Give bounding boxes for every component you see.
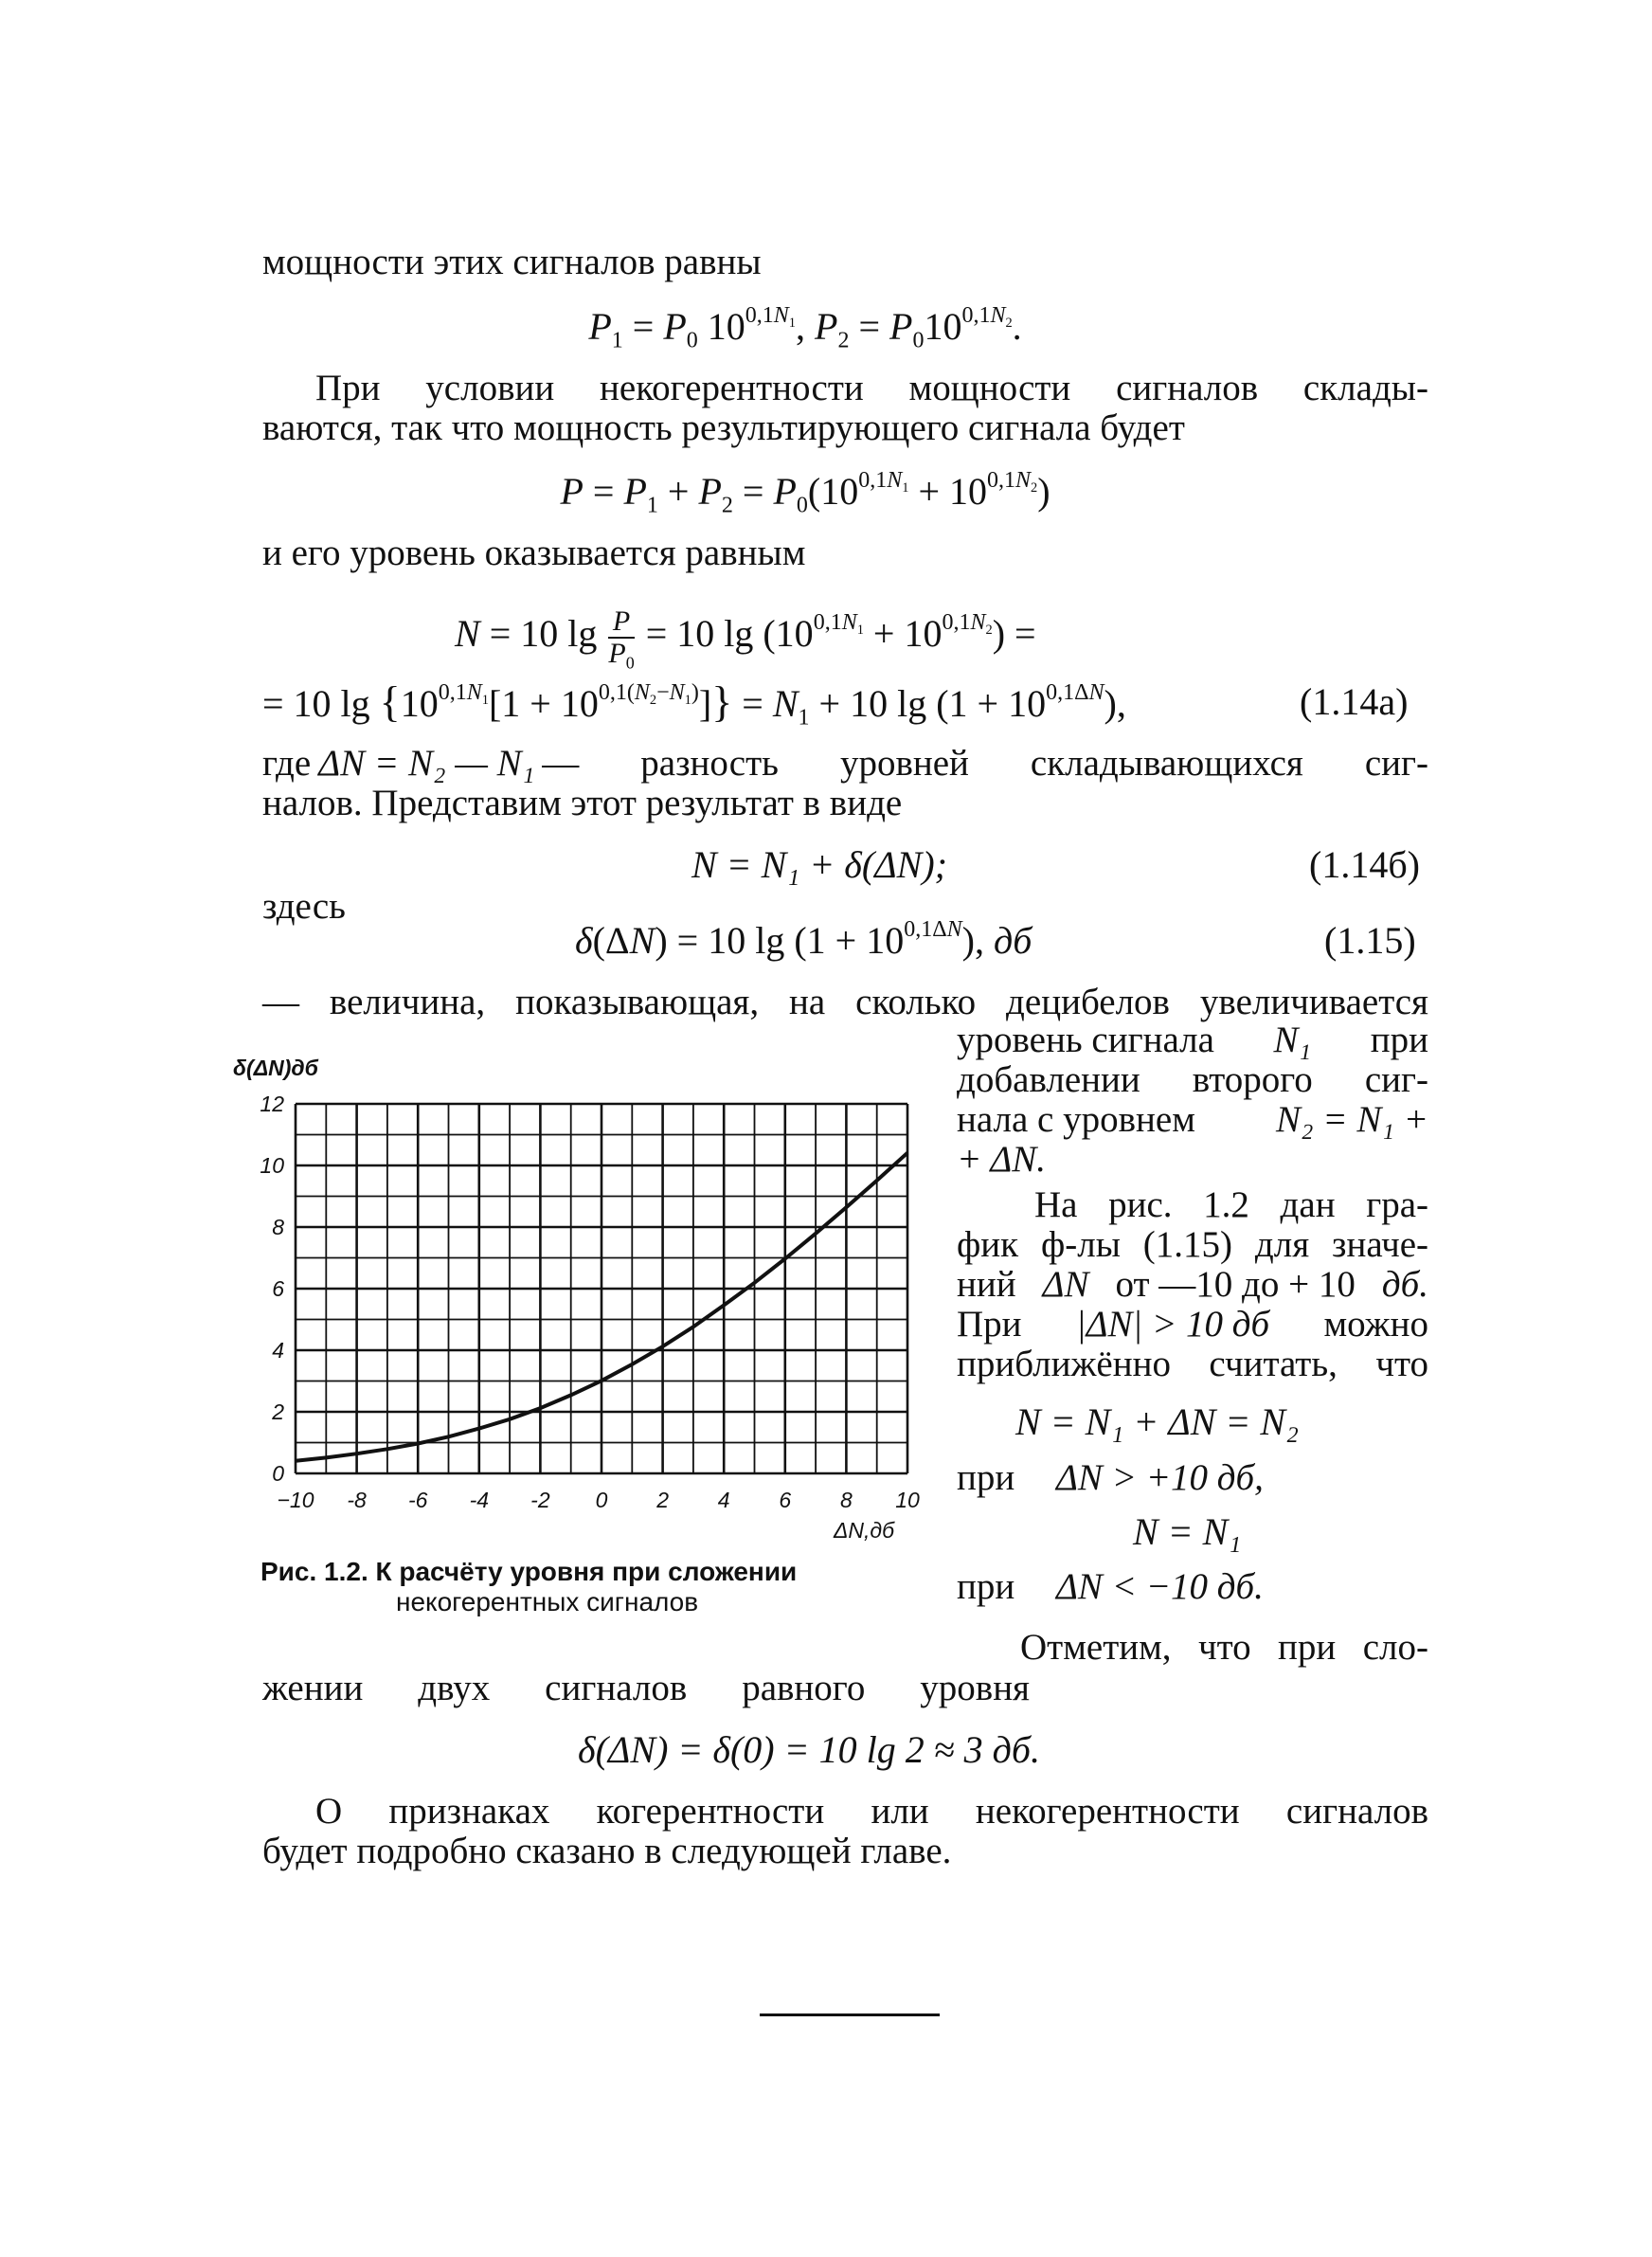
note-line1: Отметим, что при сло- xyxy=(1020,1627,1428,1668)
where-delta-n: ΔN = N₂ — N₁ xyxy=(318,743,535,784)
equation-label-1-15: (1.15) xyxy=(1324,919,1416,962)
chart-xtick-label: 6 xyxy=(779,1488,792,1512)
equation-p1-p2: $P_1 = P_0$ $10^{0,1N_1}$, $P_2 = P_010^{0,1N_2}$. xyxy=(588,303,1022,353)
cond-line2-word: при xyxy=(957,1566,1015,1607)
paragraph-incoherent-line1: При условии некогерентности мощности сигналов склады- xyxy=(315,368,1428,408)
chart-ytick-label: 10 xyxy=(260,1153,284,1178)
equation-n-eq-sum: N = N₁ + ΔN = N₂ xyxy=(1015,1400,1299,1443)
side-line4: + ΔN. xyxy=(957,1139,1047,1180)
where-tail: — разность уровней складывающихся сиг- xyxy=(542,743,1428,784)
equation-1-14b xyxy=(691,843,947,887)
equation-1-15: δ(ΔN) = 10 $\lg (1 + 10^{0,1\Delta N})$, дб xyxy=(575,917,1032,962)
side-line8 xyxy=(957,1304,1428,1345)
chart-xtick-label: -2 xyxy=(530,1488,550,1512)
equation-n-line1: N = 10 lg $\frac{P}{P_0}$ = 10 $\lg (10^{0,1N_1} + 10^{0,1N_2})$ = xyxy=(455,605,1036,673)
page-end-rule xyxy=(760,2013,940,2016)
chart-xtick-label: 2 xyxy=(656,1488,669,1512)
equation-delta-zero: δ(ΔN) = δ(0) = 10 lg 2 ≈ 3 дб. xyxy=(578,1728,1041,1771)
side-n1: N₁ xyxy=(1273,1020,1312,1060)
side-dn: ΔN xyxy=(1042,1264,1089,1305)
chart-ytick-label: 12 xyxy=(260,1092,284,1116)
intro-line: мощности этих сигналов равны xyxy=(262,242,762,282)
paragraph-where-line2: налов. Представим этот результат в виде xyxy=(262,783,903,823)
chart-ytick-label: 0 xyxy=(272,1461,284,1486)
chart-xtick-label: 0 xyxy=(595,1488,608,1512)
side-line3 xyxy=(957,1099,1428,1141)
equation-n-eq-n1: N = N₁ xyxy=(1133,1510,1242,1553)
chart-xtick-label: −10 xyxy=(277,1488,314,1512)
note-line2: жении двух сигналов равного уровня xyxy=(262,1668,1030,1708)
side-line7-c: дб. xyxy=(1381,1264,1428,1305)
side-line5: На рис. 1.2 дан гра- xyxy=(1034,1184,1428,1225)
side-line7-b: от —10 до + 10 xyxy=(1115,1264,1356,1305)
where-lead: где xyxy=(262,743,312,784)
side-line3-a: нала с уровнем xyxy=(957,1099,1195,1140)
figure-1-2-chart xyxy=(227,1038,947,1554)
final-line2: будет подробно сказано в следующей главе. xyxy=(262,1831,952,1871)
cond-line2 xyxy=(957,1566,1264,1608)
equation-p-sum: $P = P_1 + P_2 = P_0(10^{0,1N_1} + 10^{0,1N_2})$ xyxy=(560,468,1050,518)
figure-caption-line1: Рис. 1.2. К расчёту уровня при сложении xyxy=(260,1557,798,1586)
paragraph-here: здесь xyxy=(262,886,346,927)
paragraph-where-line1 xyxy=(262,743,1428,785)
equation-label-1-14a: (1.14а) xyxy=(1300,680,1409,723)
cond-line2-expr: ΔN < −10 дб. xyxy=(1056,1566,1264,1607)
side-line1-b: при xyxy=(1370,1020,1428,1060)
side-line1-a: уровень сигнала xyxy=(957,1020,1214,1060)
side-abs-dn: |ΔN| > 10 дб xyxy=(1075,1304,1270,1345)
side-line7-a: ний xyxy=(957,1264,1016,1305)
cond-line1-word: при xyxy=(957,1457,1015,1498)
cond-line1-expr: ΔN > +10 дб, xyxy=(1056,1457,1264,1498)
chart-xtick-label: -4 xyxy=(469,1488,490,1512)
equation-1-14b-text: N = N₁ + δ(ΔN); xyxy=(691,843,947,886)
chart-xtick-label: 10 xyxy=(895,1488,920,1512)
chart-xlabel: ΔN,дб xyxy=(834,1518,895,1543)
chart-grid xyxy=(296,1104,907,1473)
chart-ytick-label: 6 xyxy=(272,1276,284,1301)
chart-ytick-label: 2 xyxy=(272,1399,284,1424)
chart-ytick-label: 8 xyxy=(272,1215,284,1239)
paragraph-magnitude: — величина, показывающая, на сколько децибелов увеличивается xyxy=(262,982,1428,1022)
side-line6: фик ф-лы (1.15) для значе- xyxy=(957,1224,1428,1265)
paragraph-level: и его уровень оказывается равным xyxy=(262,533,806,573)
cond-line1 xyxy=(957,1457,1264,1499)
chart-ytick-label: 4 xyxy=(272,1338,284,1363)
side-line9: приближённо считать, что xyxy=(957,1344,1428,1384)
equation-n-line2: = 10 $\lg \{10^{0,1N_1}[1 + 10^{0,1(N_2-N_1)}]\} = N_1 + 10$ $\lg (1 + 10^{0,1\Delta N})$, xyxy=(262,677,1126,731)
final-line1: О признаках когерентности или некогерентности сигналов xyxy=(315,1791,1428,1832)
side-line2: добавлении второго сиг- xyxy=(957,1059,1428,1100)
chart-xtick-label: 4 xyxy=(717,1488,730,1512)
side-line7 xyxy=(957,1264,1428,1306)
side-line8-b: можно xyxy=(1323,1304,1428,1345)
side-line1 xyxy=(957,1020,1428,1061)
side-n2-eq: N₂ = N₁ + xyxy=(1275,1099,1428,1140)
chart-xtick-label: -8 xyxy=(347,1488,367,1512)
chart-ylabel: δ(ΔN)дб xyxy=(233,1056,318,1080)
chart-tick-labels xyxy=(260,1092,920,1512)
figure-caption-line2: некогерентных сигналов xyxy=(396,1587,699,1616)
equation-label-1-14b: (1.14б) xyxy=(1309,843,1420,886)
side-line8-a: При xyxy=(957,1304,1022,1345)
chart-xtick-label: 8 xyxy=(840,1488,853,1512)
paragraph-incoherent-line2: ваются, так что мощность результирующего сигнала будет xyxy=(262,407,1185,448)
chart-xtick-label: -6 xyxy=(407,1488,428,1512)
